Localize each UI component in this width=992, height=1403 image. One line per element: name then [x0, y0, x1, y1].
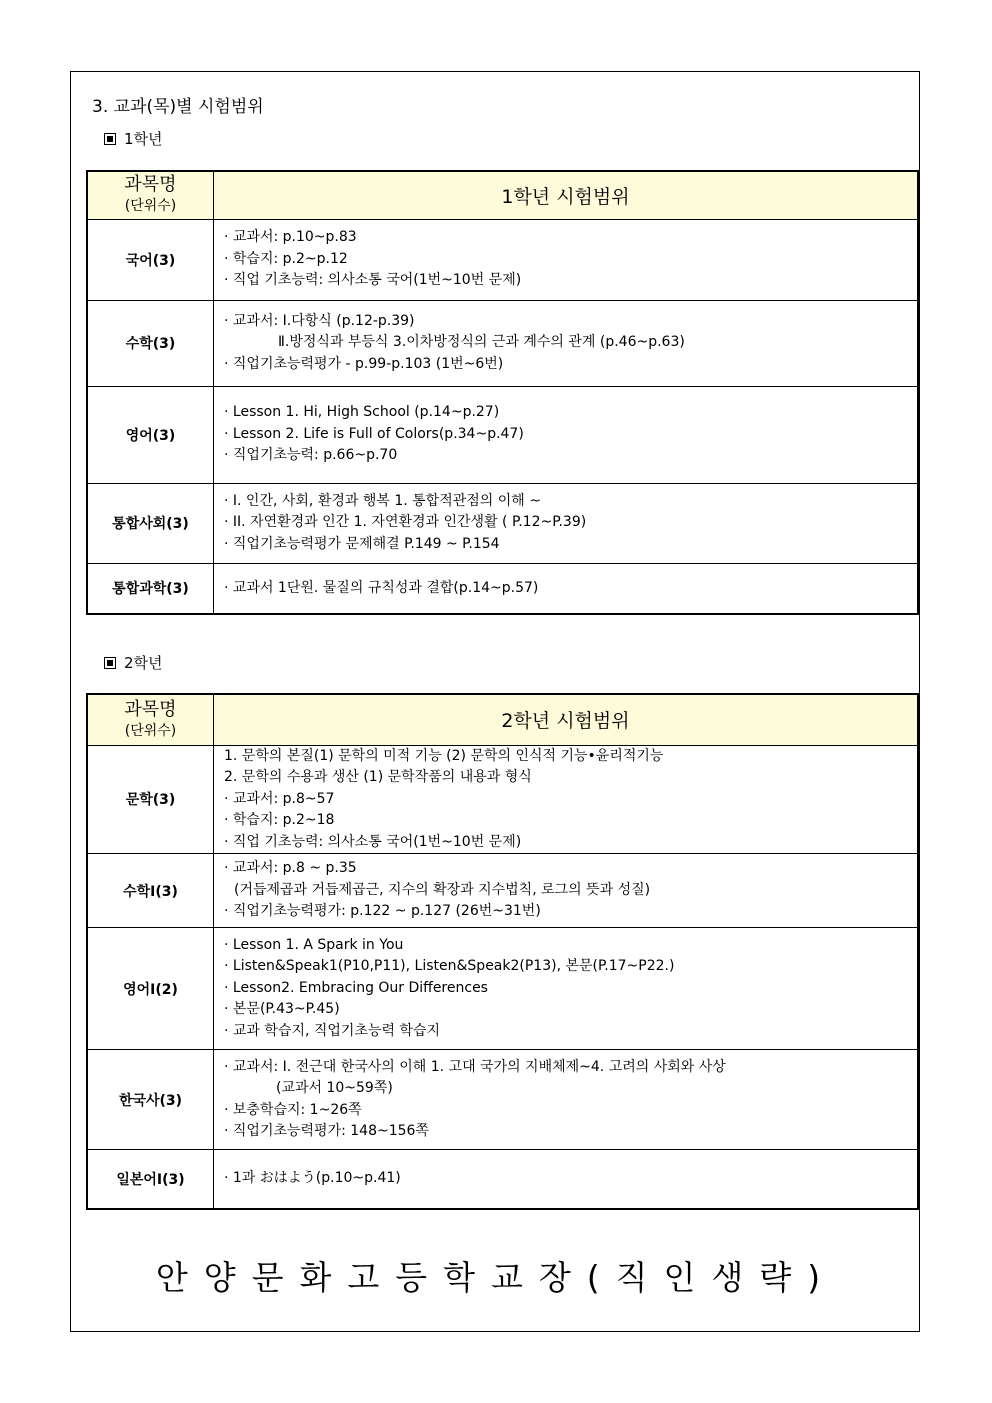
grade1-label	[104, 128, 163, 149]
range-line: · 직업 기초능력: 의사소통 국어(1번~10번 문제)	[224, 272, 522, 289]
range-line: · 학습지: p.2~p.12	[224, 250, 348, 267]
range-cell	[214, 928, 919, 1050]
principal-signature: 안양문화고등학교장(직인생략)	[155, 1258, 837, 1297]
range-cell	[214, 854, 919, 928]
subject-header-main: 과목명	[124, 174, 177, 196]
range-line: · 직업 기초능력: 의사소통 국어(1번~10번 문제)	[224, 833, 522, 850]
subject-header-main: 과목명	[124, 698, 177, 720]
range-line: · II. 자연환경과 인간 1. 자연환경과 인간생활 ( P.12~P.39)	[224, 514, 587, 531]
range-line: · 학습지: p.2~18	[224, 812, 335, 828]
range-line: · 교과서: p.10~p.83	[224, 229, 357, 246]
grade2-table-header	[87, 694, 918, 745]
range-line: · 교과 학습지, 직업기초능력 학습지	[224, 1022, 441, 1039]
subject-cell: 통합사회(3)	[87, 483, 214, 563]
range-line: · Listen&Speak1(P10,P11), Listen&Speak2(P13), 본문(P.17~P22.)	[224, 958, 675, 975]
range-cell	[214, 563, 919, 614]
grade2-table	[86, 693, 919, 1210]
subject-cell: 영어(3)	[87, 386, 214, 483]
range-line: · 직업기초능력평가 - p.99-p.103 (1번~6번)	[224, 355, 504, 372]
range-cell	[214, 483, 919, 563]
grade2-label	[104, 652, 163, 673]
table-row	[87, 745, 918, 854]
subject-header-sub: (단위수)	[124, 198, 177, 215]
subject-cell: 영어Ⅰ(2)	[87, 928, 214, 1050]
range-line: · 교과서 1단원. 물질의 규칙성과 결합(p.14~p.57)	[224, 579, 539, 596]
table-row	[87, 1050, 918, 1150]
range-cell	[214, 1150, 919, 1209]
table-row	[87, 300, 918, 386]
subject-cell: 통합과학(3)	[87, 563, 214, 614]
range-line: · 교과서: p.8 ~ p.35	[224, 860, 357, 877]
range-line: · Lesson2. Embracing Our Differences	[224, 979, 488, 996]
range-line: · 본문(P.43~P.45)	[224, 1001, 340, 1018]
range-line: · 교과서: p.8~57	[224, 790, 335, 807]
grade2-label-text: 2학년	[124, 654, 163, 672]
grade1-table-header	[87, 171, 918, 219]
range-line: (거듭제곱과 거듭제곱근, 지수의 확장과 지수법칙, 로그의 뜻과 성질)	[234, 881, 651, 898]
table-row	[87, 563, 918, 614]
range-cell	[214, 1050, 919, 1150]
range-line: · 직업기초능력평가: 148~156쪽	[224, 1123, 429, 1139]
range-line: · 교과서: Ⅰ. 전근대 한국사의 이해 1. 고대 국가의 지배체제~4. 고려의 사회와 사상	[224, 1058, 726, 1075]
table-row	[87, 483, 918, 563]
range-header: 2학년 시험범위	[214, 694, 919, 745]
subject-header	[87, 694, 214, 745]
range-line: · 1과 おはよう(p.10~p.41)	[224, 1170, 401, 1186]
table-row	[87, 386, 918, 483]
square-bullet-icon	[104, 657, 116, 669]
range-line: · Lesson 1. Hi, High School (p.14~p.27)	[224, 404, 500, 421]
section-title: 3. 교과(목)별 시험범위	[92, 97, 264, 117]
subject-cell: 국어(3)	[87, 219, 214, 300]
range-line: 2. 문학의 수용과 생산 (1) 문학작품의 내용과 형식	[224, 769, 532, 785]
range-line: · 보충학습지: 1~26쪽	[224, 1101, 362, 1118]
range-line: · 교과서: Ⅰ.다항식 (p.12-p.39)	[224, 312, 415, 329]
square-bullet-icon	[104, 133, 116, 145]
grade1-label-text: 1학년	[124, 130, 163, 148]
range-cell	[214, 219, 919, 300]
table-row	[87, 928, 918, 1050]
subject-cell: 수학Ⅰ(3)	[87, 854, 214, 928]
subject-header	[87, 171, 214, 219]
table-row	[87, 854, 918, 928]
range-line: 1. 문학의 본질(1) 문학의 미적 기능 (2) 문학의 인식적 기능•윤리적기능	[224, 747, 664, 764]
range-line: · 직업기초능력평가: p.122 ~ p.127 (26번~31번)	[224, 903, 541, 920]
subject-cell: 한국사(3)	[87, 1050, 214, 1150]
range-line: Ⅱ.방정식과 부등식 3.이차방정식의 근과 계수의 관계 (p.46~p.63)	[278, 334, 685, 351]
table-row	[87, 219, 918, 300]
range-cell	[214, 745, 919, 854]
grade1-table	[86, 170, 919, 615]
subject-cell: 수학(3)	[87, 300, 214, 386]
range-cell	[214, 386, 919, 483]
range-line: · I. 인간, 사회, 환경과 행복 1. 통합적관점의 이해 ~	[224, 492, 541, 509]
range-line: (교과서 10~59쪽)	[276, 1080, 393, 1096]
subject-cell: 일본어Ⅰ(3)	[87, 1150, 214, 1209]
subject-cell: 문학(3)	[87, 745, 214, 854]
subject-header-sub: (단위수)	[124, 722, 177, 739]
table-row	[87, 1150, 918, 1209]
range-line: · Lesson 1. A Spark in You	[224, 936, 404, 953]
range-header: 1학년 시험범위	[214, 171, 919, 219]
range-line: · Lesson 2. Life is Full of Colors(p.34~p.47)	[224, 425, 524, 442]
range-line: · 직업기초능력: p.66~p.70	[224, 447, 398, 464]
range-cell	[214, 300, 919, 386]
range-line: · 직업기초능력평가 문제해결 P.149 ~ P.154	[224, 535, 500, 552]
